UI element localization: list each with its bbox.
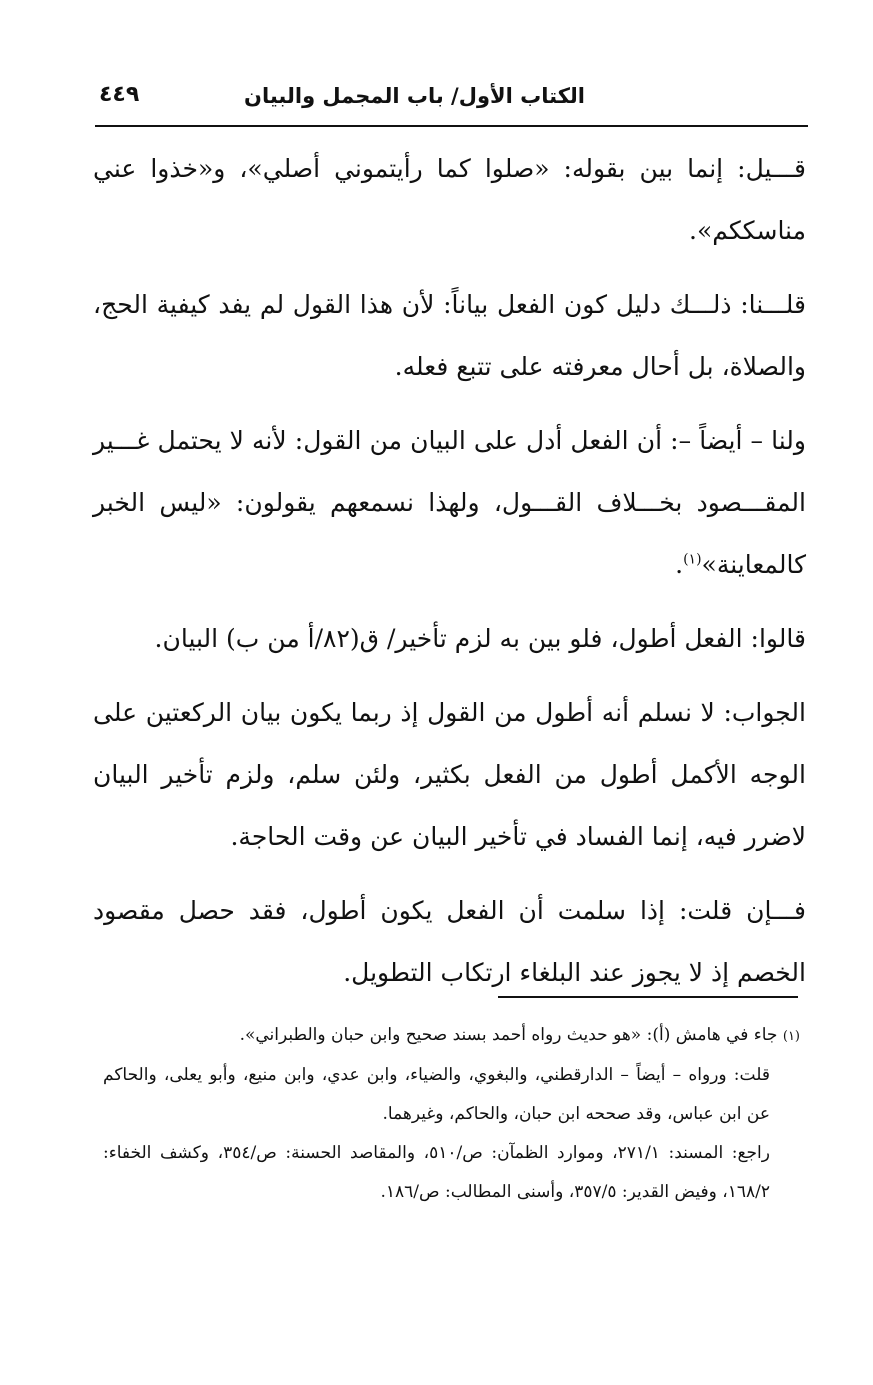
main-text bbox=[93, 138, 806, 1016]
footnote-marker[interactable]: (١) bbox=[683, 551, 702, 568]
paragraph-1: قـــيل: إنما بين بقوله: «صلوا كما رأيتموني أصلي»، و«خذوا عني مناسككم». bbox=[93, 154, 806, 245]
paragraph-5: الجواب: لا نسلم أنه أطول من القول إذ ربما يكون بيان الركعتين على الوجه الأكمل أطول من الفعل بكثير، ولئن سلم، ولزم تأخير البيان لاضرر فيه، إنما الفساد في تأخير البيان عن وقت الحاجة. bbox=[93, 698, 806, 851]
paragraph-3 bbox=[93, 410, 806, 596]
paragraph-2: قلـــنا: ذلـــك دليل كون الفعل بياناً: لأن هذا القول لم يفد كيفية الحج، والصلاة، بل أحال معرفته على تتبع فعله. bbox=[93, 290, 806, 381]
footnote-1-continuation: قلت: ورواه – أيضاً – الدارقطني، والبغوي، والضياء، وابن عدي، وابن منيع، وأبو يعلى، والحاكم عن ابن عباس، وقد صححه ابن حبان، والحاكم، وغيرهما. bbox=[103, 1065, 770, 1124]
page-header bbox=[95, 80, 808, 120]
paragraph-3-text: ولنا – أيضاً –: أن الفعل أدل على البيان من القول: لأنه لا يحتمل غـــير المقـــصود بخـــلاف القـــول، ولهذا نسمعهم يقولون: «ليس الخبر كالمعاينة» bbox=[93, 426, 806, 579]
page-number: ٤٤٩ bbox=[99, 82, 140, 107]
footnote-rule bbox=[498, 996, 798, 998]
header-rule bbox=[95, 125, 808, 127]
footnote-1 bbox=[103, 1016, 800, 1056]
footnote-1-text: جاء في هامش (أ): «هو حديث رواه أحمد بسند صحيح وابن حبان والطبراني». bbox=[239, 1025, 778, 1045]
paragraph-6: فـــإن قلت: إذا سلمت أن الفعل يكون أطول، فقد حصل مقصود الخصم إذ لا يجوز عند البلغاء ارتكاب التطويل. bbox=[93, 896, 806, 987]
paragraph-3-end: . bbox=[675, 550, 684, 579]
footnote-1-references: راجع: المسند: ٢٧١/١، وموارد الظمآن: ص/٥١٠، والمقاصد الحسنة: ص/٣٥٤، وكشف الخفاء: ١٦٨/٢، وفيض القدير: ٣٥٧/٥، وأسنى المطالب: ص/١٨٦. bbox=[103, 1143, 770, 1202]
footnote-1-number: (١) bbox=[782, 1029, 800, 1044]
paragraph-4: قالوا: الفعل أطول، فلو بين به لزم تأخير/ ق(٨٢/أ من ب) البيان. bbox=[154, 624, 806, 653]
footnotes bbox=[103, 1016, 800, 1212]
running-title: الكتاب الأول/ باب المجمل والبيان bbox=[244, 84, 585, 108]
